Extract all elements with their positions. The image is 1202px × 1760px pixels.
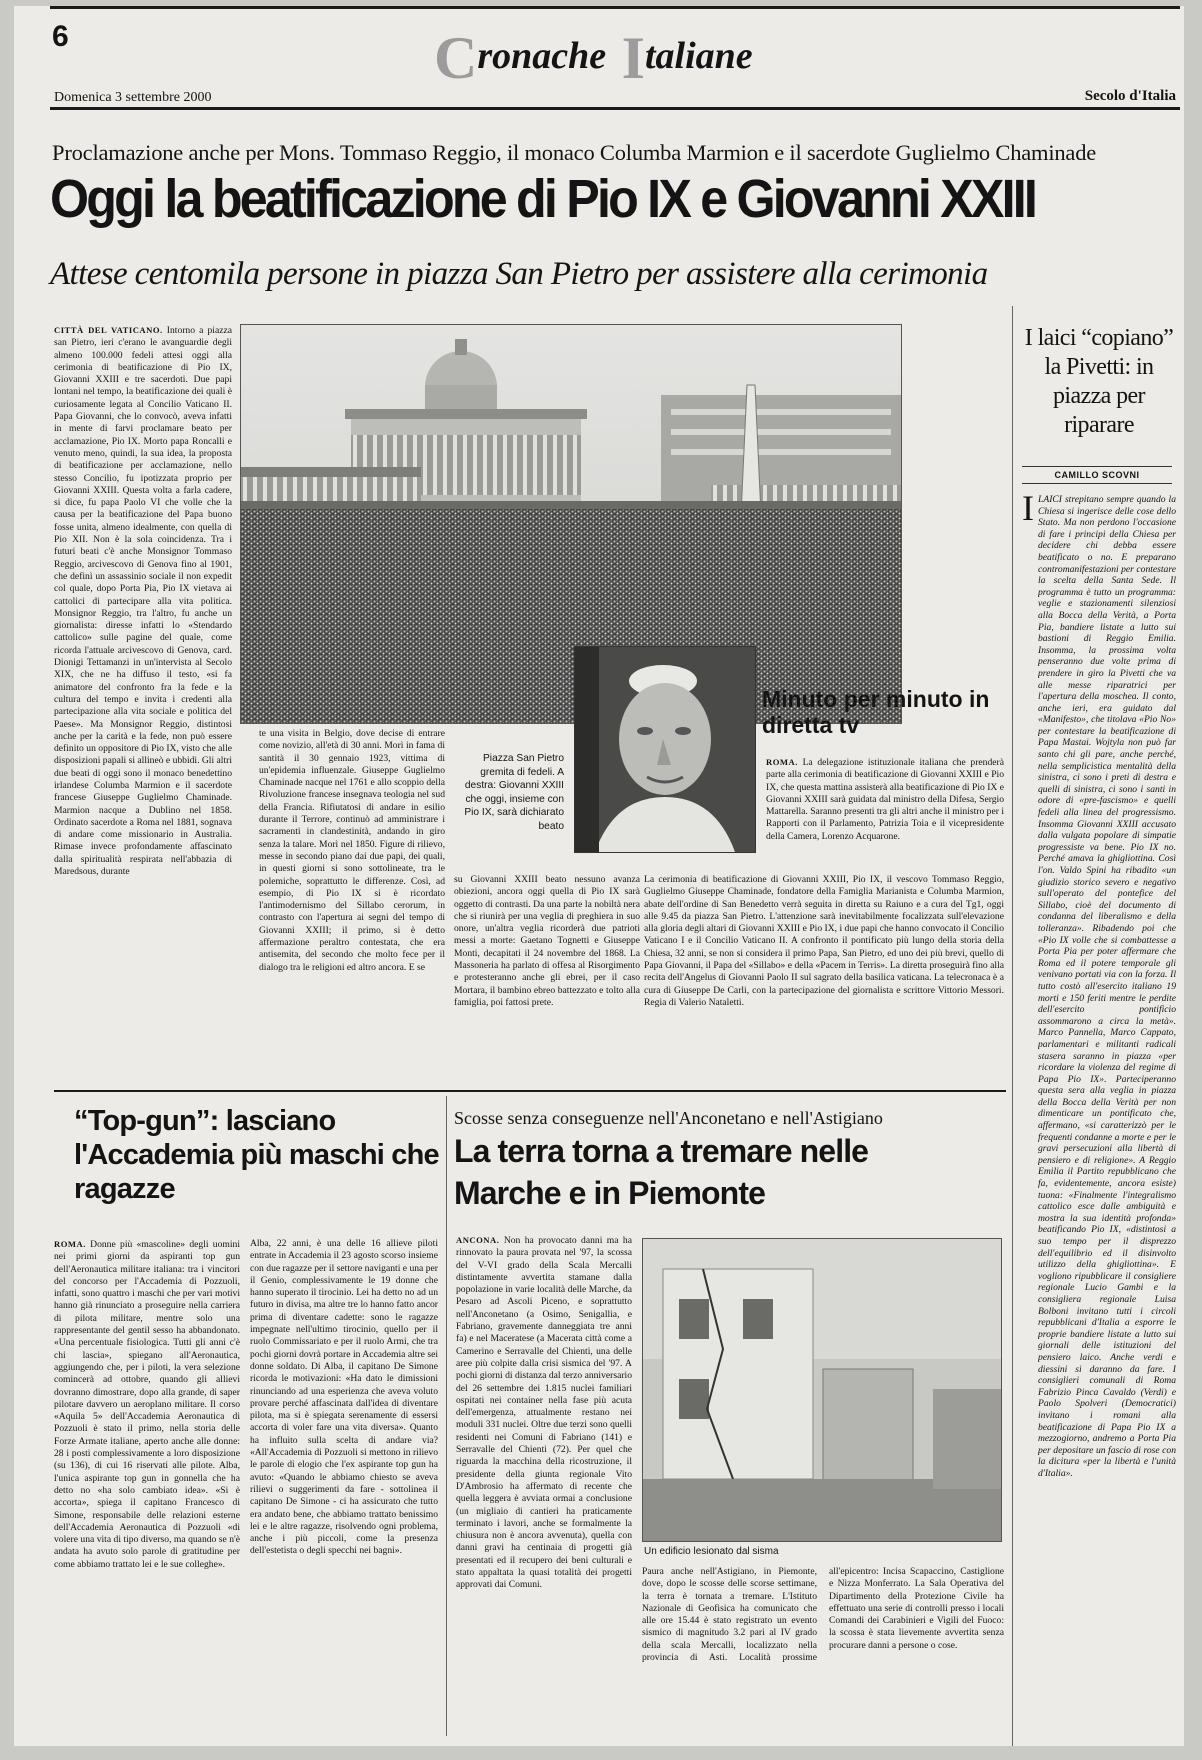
section-title-part1: ronache: [477, 35, 607, 77]
sidebar-text: LAICI strepitano sempre quando la Chiesa si ingerisce delle cose dello Stato. Ma non perdono l'occasione di fare i principi della Chiesa per decidere chi debba essere beatificato o no. E preparano contromanifestazioni per contestare la scelta della Santa Sede. Il programma è tutto un programma: veglie e stazionamenti silenziosi alla Bocca della Verità, a Porta Pia, bandiere listate a lutto sui bastioni di Reggio Emilia. Insomma, la prossima volta penseranno due volte prima di prendere in giro la Pivetti che va alle messe riparatrici per l'apertura della moschea. Il conto, anche ieri, era guidato dal «Manifesto», che titolava «Pio No» per contestare la beatificazione di Papa Mastai. Wojtyla non può far santo chi gli pare, anche perché, nella semplicistica mentalità della sinistra, ci sono i preti di destra e quelli di sinistra, ci sono i santi in odore di «pre-fascismo» e quelli fedeli alla linea del progressismo. Insomma Giovanni XXIII accusato dalla vulgata popolare di simpatie progressiste va bene. Pio IX no. Perché amava la ghigliottina. Così l'on. Valdo Spini ha ribadito «un giudizio storico severo e negativo sull'operato del pontefice del Sillabo, cioè del documento di condanna del liberalismo e della tolleranza». Ribadendo poi che «Pio IX volle che si combattesse a Porta Pia per poter affermare che Roma ed il potere temporale gli venivano portati via con la forza. Il tutto costò all'esercito italiano 19 morti e 150 feriti mentre le perdite dell'esercito pontificio assommarono a circa la metà». Marco Pannella, Marco Cappato, parlamentari e militanti radicali stasera saranno in piazza «per ricordare la violenza del regime di Papa Pio IX». Parteciperanno questa sera alla veglia in piazza della Bocca della Verità per non dimenticare un pontificato che, affermano, «si caratterizzò per le frequenti condanne a morte e per le gravi persecuzioni alla libertà di pensiero e di religione». A Reggio Emilia il Partito repubblicano che fa, evidentemente, ancora esiste) tuona: «Finalmente l'integralismo cattolico esce dalle ambiguità e mostra la sua identità profonda» beatificando Pio IX, «distintosi a suo tempo per il disprezzo dell'equilibrio ed il disinvolto utilizzo della ghigliottina». E vogliono ripubblicare il consigliere regionale Lucio Gambi e la consigliera regionale Luisa Bolboni invitano tutti i circoli repubblicani d'Italia a esporre le proprie bandiere listate a lutto sui giornali delle istituzioni del pensiero laico. Anche verdi e diessini si daranno da fare. I consiglieri comunali di Roma Fabrizio Pinca Cavaldo (Verdi) e Paolo Spolveri (Democratici) invitano i romani alla beatificazione di Papa Pio IX a mezzogiorno, andremo a Porta Pia per depositare un fascio di rose con la dicitura «per la libertà e l'unità d'Italia».: [1038, 494, 1176, 1479]
tv-headline: Minuto per minuto in diretta tv: [762, 686, 990, 738]
lead-column-1: [54, 324, 232, 1086]
piazza-photo-svg: [241, 325, 901, 723]
damaged-building-photo: [642, 1238, 1002, 1542]
section-title: [434, 24, 753, 93]
topgun-column-2: [250, 1238, 438, 1744]
lead-col3-text: su Giovanni XXIII beato nessuno avanza obiezioni, ancora oggi quella di Pio IX sarà oggetto di contrasti. Da una parte la nobiltà nera che si riunirà per una veglia di preghiera in suo onore, un'altra veglia ricorderà due patrioti messi a morte: Gaetano Tognetti e Giuseppe Monti, decapitati il 24 novembre del 1868. La Massoneria ha parlato di offesa al Risorgimento e protesteranno anche gli ebrei, per il caso Mortara, il bambino ebreo battezzato e tolto alla famiglia, poi fattosi prete.: [454, 874, 640, 1008]
sidebar-divider: [1012, 306, 1013, 1746]
paper-name: Secolo d'Italia: [1084, 88, 1176, 104]
lead-col1-text: Intorno a piazza san Pietro, ieri c'erano le avanguardie degli almeno 100.000 fedeli attesi oggi alla cerimonia di beatificazione di Pio IX, Giovanni XXIII e tre sacerdoti. Due papi lontani nel tempo, la beatificazione dei quali è curiosamente legata al Concilio Vaticano II. Papa Giovanni, che lo convocò, aveva infatti in mente di farvi proclamare beato per acclamazione, Pio IX. Morto papa Roncalli e venuto meno, quindi, la sua idea, la proposta di beatificazione per acclamazione, nello stesso Concilio, fu ipotizzata proprio per Giovanni XXIII. Questa volta a farla cadere, si dice, fu papa Paolo VI che volle che la causa per la beatificazione del Papa buono fosse unita, almeno idealmente, con quella di Pio XII. Non è la sola coincidenza. Tra i futuri beati c'è anche Monsignor Tommaso Reggio, arcivescovo di Genova fino al 1901, che definì un assassinio sociale il non expedit col quale, dopo Porta Pia, Pio IX vietava ai cattolici di partecipare alla vita politica. Monsignor Reggio, tra l'altro, fu anche un giornalista: diresse infatti lo «Stendardo cattolico» sulle pagine del quale, come ricorda l'attuale arcivescovo di Genova, card. Dionigi Tettamanzi in un'intervista al Secolo XIX, che ne ha diffuso il testo, «si fa animatore del confronto fra la fede e la cultura del tempo e invita i credenti alla partecipazione alla vita sociale e politica del Paese». Ma Monsignor Reggio, distintosi anche per la carità e la fede, non può essere definito un oppositore di Pio IX, visto che alle disposizioni papali si allineò e ubbidì. Gli altri due beati di oggi sono il monaco benedettino irlandese Columba Marmion e il sacerdote francese Giuseppe Guglielmo Chaminade. Marmion nacque a Dublino nel 1858. Ordinato sacerdote a Roma nel 1881, sognava di andare come missionario in Australia. Rimase invece profondamente affascinato dalla spiritualità respirata nell'abbazia di Maredsous, durante: [54, 325, 232, 878]
lower-section-rule: [54, 1090, 1006, 1092]
tv-dateline: ROMA.: [766, 757, 798, 767]
top-rule: [50, 6, 1180, 9]
lead-photo-caption: Piazza San Pietro gremita di fedeli. A destra: Giovanni XXIII che oggi, insieme con Pio IX, sarà dichiarato beato: [464, 753, 564, 832]
topgun-dateline: ROMA.: [54, 1239, 86, 1249]
tv-text: La delegazione istituzionale italiana che prenderà parte alla cerimonia di beatificazione di Giovanni XXIII e Pio IX, che questa mattina assisterà alla beatificazione di Pio IX e Giovanni XXIII sarà guidata dal ministro della Difesa, Sergio Mattarella. Saranno presenti tra gli altri anche il ministro per i Rapporti con il Parlamento, Patrizia Toia e il vicepresidente della Camera, Lorenzo Acquarone.: [766, 757, 1004, 842]
topgun-headline: “Top-gun”: lasciano l'Accademia più maschi che ragazze: [74, 1105, 439, 1205]
quake-col1-text: Non ha provocato danni ma ha rinnovato la paura provata nel '97, la scossa del V-VI grado della Scala Mercalli distintamente avvertita stamane dalla popolazione in varie località delle Marche, da Pesaro ad Ascoli Piceno, e soprattutto nell'Anconetano (a Osimo, Senigallia, e Fabriano, gravemente danneggiata tre anni fa) e nel Maceratese (a Macerata città come a Camerino e Serravalle del Chienti, una delle aree più colpite dalla crisi sismica del '97. A pochi giorni di distanza dal terzo anniversario del 26 settembre dei 1.815 nuclei familiari ospitati nei container nella fase più acuta dell'emergenza, attualmente restano nei moduli 331 nuclei. Oltre due terzi sono quelli residenti nei Comuni di Fabriano (141) e Serravalle del Chienti (72). Per quel che riguarda la macchina della ricostruzione, il presidente della giunta regionale Vito D'Ambrosio ha affermato di recente che quella leggera è avviata ormai a conclusione (un migliaio di cantieri ha praticamente terminato i lavori, anche se formalmente la chiusura non è ancora avvenuta), quella con danni gravi ha centinaia di progetti già presentati ed il recupero dei beni culturali e stato appaltata la quasi totalità dei progetti approvati dai Comuni.: [456, 1235, 632, 1591]
lead-subhead: Attese centomila persone in piazza San Pietro per assistere alla cerimonia: [50, 256, 988, 292]
lead-headline: Oggi la beatificazione di Pio IX e Giovanni XXIII: [50, 169, 1036, 229]
section-title-part2: taliane: [645, 35, 753, 77]
newspaper-page: [14, 6, 1184, 1746]
page-number: 6: [52, 20, 69, 53]
topgun-col1-text: Donne più «mascoline» degli uomini nei primi giorni da aspiranti top gun dell'Aeronautica militare italiana: tra i vincitori del concorso per l'Accademia di Pozzuoli, infatti, sono quattro i maschi che per vari motivi hanno già rinunciato a proseguire nella carriera di pilota militare, mentre solo una rappresentante del gentil sesso ha abbandonato. «Una percentuale fisiologica. Tutti gli anni c'è chi lascia», spiegano all'Aeronautica, aggiungendo che, per i piloti, la vera selezione comincerà ad ottobre, quando gli allievi dovranno dimostrare, dopo alla grande, di saper pilotare davvero un aeroplano militare. Il corso «Aquila 5» dell'Accademia Aeronautica di Pozzuoli è stato il primo, nella storia delle Forze Armate italiane, aperto anche alle donne: 28 i posti complessivamente a loro disposizione (su 136), di cui 16 riservati alle pilote. Alba, l'unica aspirante top gun in gonnella che ha detto no «ha solo cambiato idea». «Si è accorta», spiega il capitano Francesco di Simone, responsabile delle relazioni esterne dell'Accademia Aeronautica di Pozzuoli «di volere una vita di tipo diverso, ma quando se n'è andata ha avuto solo parole di gratitudine per come abbiamo trattato lei e le sue colleghe».: [54, 1239, 240, 1570]
topgun-column-1: [54, 1238, 240, 1744]
sidebar-author-rule: [1022, 466, 1172, 467]
quake-kicker: Scosse senza conseguenze nell'Anconetano e nell'Astigiano: [454, 1108, 883, 1128]
masthead-rule: [50, 107, 1180, 110]
portrait-svg: [575, 647, 755, 852]
sidebar-title: I laici “copiano” la Pivetti: in piazza per riparare: [1024, 325, 1174, 438]
quake-col2-text: Paura anche nell'Astigiano, in Piemonte, dove, dopo le scosse delle scorse settimane, la terra è tornata a tremare. L'Istituto Nazionale di Geofisica ha comunicato che alle ore 15.44 è stato registrato un evento sismico di magnitudo 3.2 pari al IV grado della scala Mercalli, localizzato nella provincia di Asti. Località prossime all'epicentro: Incisa Scapaccino, Castiglione e Nizza Monferrato. La Sala Operativa del Dipartimento della Protezione Civile ha effettuato una serie di controlli presso i locali Comandi dei Carabinieri e Vigili del Fuoco: la scossa è stata lievemente avvertita senza procurare danni a persone o cose.: [642, 1566, 1004, 1664]
building-svg: [643, 1239, 1001, 1541]
topgun-col2-text: Alba, 22 anni, è una delle 16 allieve piloti entrate in Accademia il 23 agosto scorso insieme con due ragazze per il settore naviganti e una per il Genio, complessivamente le 19 donne che hanno superato il tirocinio. Lei ha detto no ad un futuro in divisa, ma altre tre lo hanno fatto ancor prima di diventare cadette: sono le ragazze impegnate nell'ultimo tirocinio, quello per il ruolo Commissariato e per il ruolo Armi, che tra pochi giorni dovrà portare in Accademia altre sei donne soldato. Di Alba, il capitano De Simone ricorda le motivazioni: «Ha dato le dimissioni rinunciando ad una esperienza che aveva voluto provare perché affascinata dall'idea di diventare pilota, ma si è spiegata serenamente di essersi accorta di voler fare una vita diversa». Quanto ha influito sulla scelta di andare via? «All'Accademia di Pozzuoli si mettono in rilievo le parole di elogio che l'ex aspirante top gun ha avuto: «Quando le abbiamo chiesto se aveva rilievi o suggerimenti da fare - sottolinea il capitano De Simone - ci ha assicurato che tutto era andato bene, che abbiamo trattato benissimo lei e le altre ragazze, risolvendo ogni problema, anche i più piccoli, come la presenza dell'estetista o degli specchi nei bagni».: [250, 1238, 438, 1557]
piazza-san-pietro-photo: [240, 324, 902, 724]
lead-col2-text: te una visita in Belgio, dove decise di entrare come novizio, all'età di 30 anni. Morì in fama di santità il 30 gennaio 1923, vittima di un'epidemia influenzale. Giuseppe Guglielmo Chaminade nacque nel 1761 e allo scoppio della Rivoluzione francese insegnava teologia nel sud della Francia. Rifiutatosi di andare in esilio durante il Terrore, continuò ad amministrare i sacramenti in clandestinità, andando in giro senza la talare. Morì nel 1850. Figure di rilievo, messe in secondo piano dai due papi, dei quali, in questi giorni si sono sottolineate, tra le polemiche, soprattutto le differenze. Così, ad esempio, di Pio IX si è ricordato l'antimodernismo del Sillabo cerorum, in contrasto con l'apertura ai segni del tempo di Giovanni XXIII; il primo, si è detto affermazione peraltro contestata, che era antisemita, del secondo che molto fece per il dialogo tra le religioni ed altro ancora. E se: [259, 728, 445, 973]
giovanni-xxiii-portrait: [574, 646, 756, 853]
lead-dateline: CITTÀ DEL VATICANO.: [54, 325, 163, 335]
lead-column-3: [454, 874, 640, 1086]
tv-column: [766, 756, 1004, 868]
sidebar-author-rule-2: [1022, 483, 1172, 484]
quake-photo-caption: Un edificio lesionato dal sisma: [644, 1546, 779, 1557]
tv-text-2: La cerimonia di beatificazione di Giovanni XXIII, Pio IX, il vescovo Tommaso Reggio, Guglielmo Giuseppe Chaminade, fondatore della Famiglia Marianista e Columba Marmion, abate dell'ordine di San Benedetto verrà seguita in diretta su Raiuno e a cura del Tg1, oggi alle 9.45 da piazza San Pietro. L'attenzione sarà inevitabilmente focalizzata sull'elevazione alla gloria degli altari di Giovanni XXIII e Pio IX, i due papi che hanno convocato il Concilio Vaticano I e il Concilio Vaticano II. A confronto il pontificato più lungo della storia della Chiesa, 32 anni, se non si considera il primo Papa, San Pietro, ed uno dei più brevi, quello di Papa Giovanni, il Papa del «Sillabo» e della «Pacem in Terris». La diretta proseguirà fino alla recita dell'Angelus di Giovanni Paolo II sul sagrato della basilica vaticana. La telecronaca è a cura di Giuseppe De Carli, con la partecipazione del giornalista e scrittore Vittorio Messori. Regia di Valerio Nataletti.: [644, 874, 1004, 1008]
section-cap-i: I: [621, 25, 645, 91]
quake-headline: La terra torna a tremare nelle Marche e in Piemonte: [454, 1133, 869, 1211]
sidebar-author: CAMILLO SCOVNI: [1054, 470, 1140, 480]
sidebar-dropcap: I: [1022, 488, 1034, 528]
quake-column-2: [642, 1566, 1004, 1744]
lead-column-2: [259, 728, 445, 1086]
section-cap-c: C: [434, 25, 478, 91]
quake-column-1: [456, 1234, 632, 1744]
lower-column-divider: [446, 1096, 447, 1736]
tv-column-wide: [644, 874, 1004, 1086]
issue-date: Domenica 3 settembre 2000: [54, 90, 212, 105]
lead-kicker: Proclamazione anche per Mons. Tommaso Reggio, il monaco Columba Marmion e il sacerdote Guglielmo Chaminade: [52, 140, 1097, 165]
quake-dateline: ANCONA.: [456, 1235, 500, 1245]
